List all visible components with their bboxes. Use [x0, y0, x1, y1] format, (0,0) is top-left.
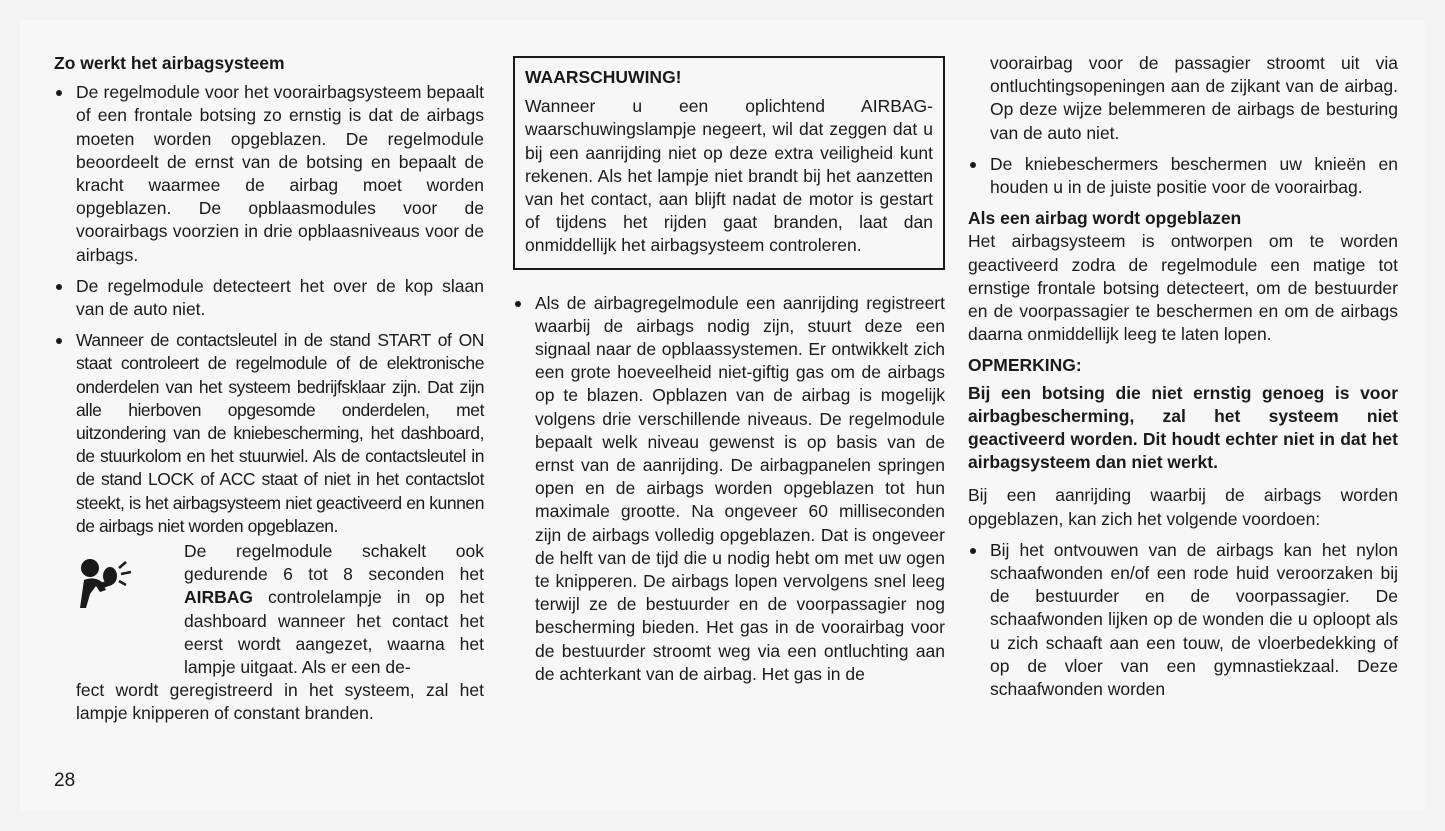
- bullet-icon: [515, 301, 521, 307]
- list-item: [968, 153, 1398, 199]
- airbag-warning-icon-wrap: [76, 540, 184, 679]
- section-heading: Als een airbag wordt opgeblazen: [968, 208, 1242, 229]
- list-item: [968, 539, 1398, 701]
- column-left: [54, 52, 484, 726]
- bullet-icon: [56, 90, 62, 96]
- column-middle: [513, 56, 945, 694]
- note-body: Bij een botsing die niet ernstig genoeg is voor airbagbescherming, zal het systeem niet geactiveerd worden. Dit houdt echter niet in dat het airbagsysteem dan niet werkt.: [968, 382, 1398, 473]
- bullet-list: [513, 292, 945, 686]
- airbag-lamp-continuation: fect wordt geregistreerd in het systeem, zal het lampje knipperen of constant branden.: [76, 680, 484, 724]
- paragraph: Bij een aanrijding waarbij de airbags worden opgeblazen, kan zich het volgende voordoen:: [968, 485, 1398, 529]
- list-item: [54, 329, 484, 538]
- airbag-warning-icon: [76, 554, 138, 612]
- list-item: [54, 81, 484, 267]
- manual-page: [20, 20, 1425, 810]
- continued-text: voorairbag voor de passagier stroomt uit via ontluchtingsopeningen aan de zijkant van de airbag. Op deze wijze belemmeren de airbags de besturing van de auto niet.: [990, 53, 1398, 143]
- list-item-text: Als de airbagregelmodule een aanrijding registreert waarbij de airbags nodig zijn, stuurt deze een signaal naar de opblaassystemen. Er ontwikkelt zich een grote hoeveelheid niet-giftig gas om de airbags op te blazen. Opblazen van de airbag is mogelijk volgens drie verschillende niveaus. De regelmodule bepaalt welk niveau gewenst is op basis van de ernst van de aanrijding. De airbagpanelen springen open en de airbags worden opgeblazen tot hun maximale grootte. Na ongeveer 60 milliseconden zijn de airbags volledig opgeblazen. Dat is ongeveer de helft van de tijd die u nodig hebt om met uw ogen te knipperen. De airbags lopen vervolgens snel leeg terwijl ze de bestuurder en de voorpassagier nog bescherming bieden. Het gas in de voorairbag voor de bestuurder stroomt weg via een ontluchting aan de achterkant van de airbag. Het gas in de: [535, 292, 945, 684]
- list-item: [513, 292, 945, 686]
- warning-box: [513, 56, 945, 270]
- list-item-text: De kniebeschermers beschermen uw knieën en houden u in de juiste positie voor de voorairbag.: [990, 153, 1398, 198]
- bullet-list: [968, 539, 1398, 701]
- list-item-text: De regelmodule detecteert het over de kop slaan van de auto niet.: [76, 275, 484, 320]
- list-item-text: De regelmodule voor het voorairbagsysteem bepaalt of een frontale botsing zo ernstig is dat de airbags moeten worden opgeblazen. De regelmodule beoordeelt de ernst van de botsing en bepaalt de kracht waarmee de airbag moet worden opgeblazen. De opblaasmodules voor de voorairbags voorzien in drie opblaasniveaus voor de airbags.: [76, 82, 484, 265]
- airbag-lamp-text: [184, 540, 484, 679]
- list-item: [54, 275, 484, 321]
- column-right: [968, 52, 1398, 709]
- list-item-text: Bij het ontvouwen van de airbags kan het nylon schaafwonden en/of een rode huid veroorzaken bij de bestuurder en de voorpassagier. De schaafwonden lijken op de wonden die u oploopt als u zich schaaft aan een touw, de vloerbedekking of op de vloer van een gymnastiekzaal. Deze schaafwonden worden: [990, 539, 1398, 700]
- bullet-list: [54, 81, 484, 538]
- warning-title: WAARSCHUWING!: [525, 67, 682, 87]
- section-heading: Zo werkt het airbagsysteem: [54, 53, 285, 73]
- warning-body: Wanneer u een oplichtend AIRBAG-waarschuwingslampje negeert, wil dat zeggen dat u bij een aanrijding niet op deze extra veiligheid kunt rekenen. Als het lampje niet brandt bij het aanzetten van het contact, aan blijft nadat de motor is gestart of tijdens het rijden gaat branden, laat dan onmiddellijk het airbagsysteem controleren.: [525, 96, 933, 256]
- bullet-icon: [970, 548, 976, 554]
- note-title: OPMERKING:: [968, 355, 1082, 376]
- page-number: 28: [54, 770, 76, 791]
- paragraph: Het airbagsysteem is ontworpen om te worden geactiveerd zodra de regelmodule een matige tot ernstige frontale botsing detecteert, om de bestuurder en de voorpassagier te beschermen en om de airbags daarna onmiddellijk leeg te laten lopen.: [968, 231, 1398, 345]
- airbag-lamp-text-a: De regelmodule schakelt ook gedurende 6 tot 8 seconden het: [184, 541, 484, 585]
- airbag-lamp-text-bold: AIRBAG: [184, 587, 254, 608]
- airbag-lamp-text-b: controlelampje in op het dashboard wanneer het contact het eerst wordt aangezet, waarna het lampje uitgaat. Als er een de-: [184, 587, 484, 678]
- bullet-icon: [56, 338, 62, 344]
- bullet-icon: [56, 284, 62, 290]
- bullet-list: [968, 153, 1398, 199]
- bullet-icon: [970, 162, 976, 168]
- airbag-lamp-paragraph: [76, 540, 484, 679]
- list-item-text: Wanneer de contactsleutel in de stand START of ON staat controleert de regelmodule of de elektronische onderdelen van het systeem bedrijfsklaar zijn. Dat zijn alle hierboven opgesomde onderdelen, met uitzondering van de kniebescherming, het dashboard, de stuurkolom en het stuurwiel. Als de contactsleutel in de stand LOCK of ACC staat of niet in het contactslot steekt, is het airbagsysteem niet geactiveerd en kunnen de airbags niet worden opgeblazen.: [76, 330, 484, 536]
